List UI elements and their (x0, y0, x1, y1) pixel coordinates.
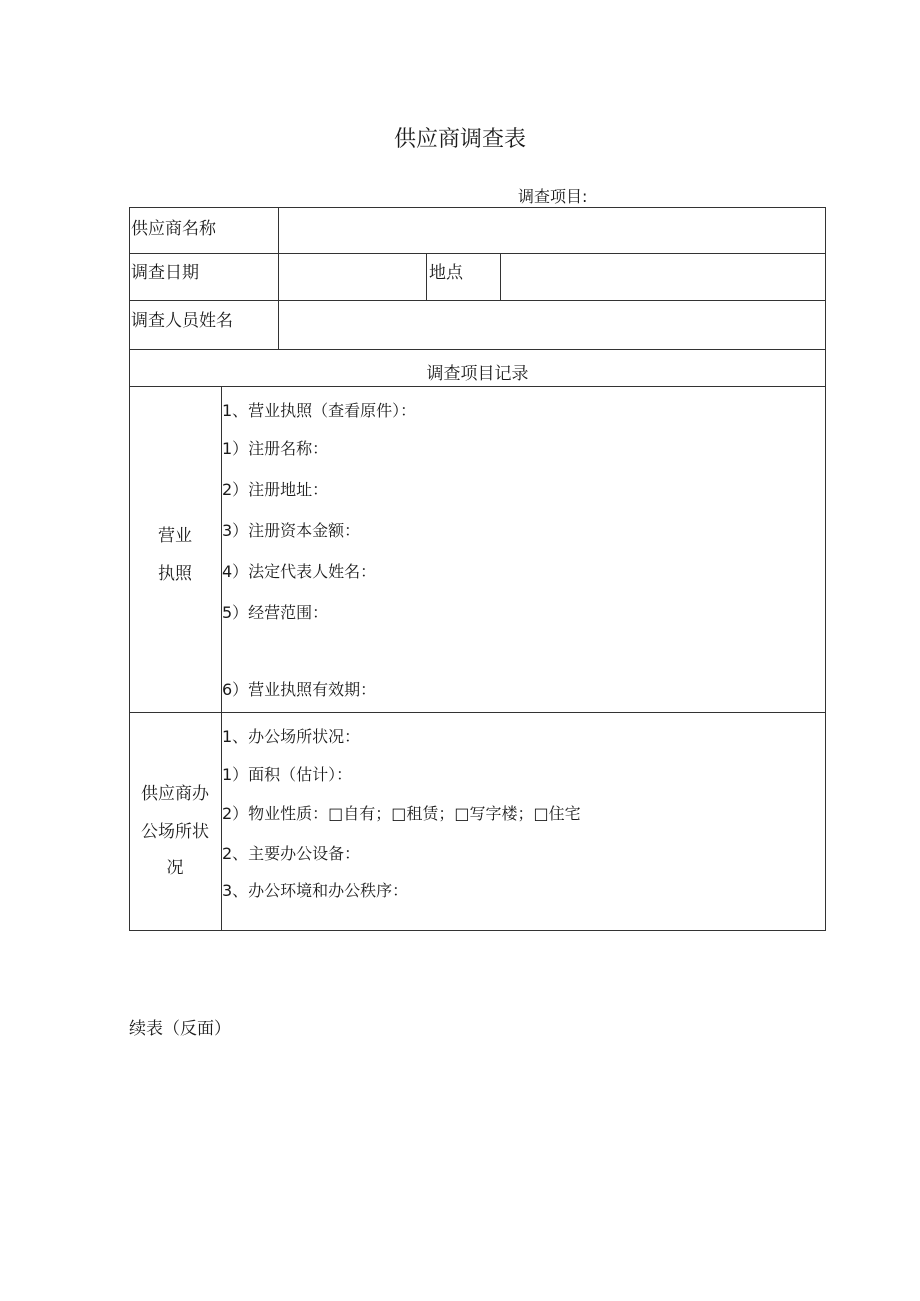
survey-date-field[interactable] (279, 254, 426, 300)
license-section-label: 营业 (158, 526, 192, 546)
surveyor-name-label: 调查人员姓名 (131, 311, 233, 331)
survey-form-table (129, 207, 826, 931)
supplier-name-label: 供应商名称 (131, 219, 216, 239)
license-item: 5）经营范围： (222, 603, 329, 622)
license-section-label-line2: 执照 (158, 564, 192, 584)
form-title: 供应商调查表 (393, 127, 526, 152)
license-item: 4）法定代表人姓名： (222, 562, 377, 581)
license-item: 2）注册地址： (222, 480, 329, 499)
office-item: 1、办公场所状况： (222, 727, 361, 746)
office-item: 2、主要办公设备： (222, 844, 361, 863)
office-item: 1）面积（估计）： (222, 765, 353, 784)
survey-project-label: 调查项目: (518, 187, 588, 206)
license-item: 3）注册资本金额： (222, 521, 361, 540)
office-section-label-line2: 公场所状 (141, 822, 209, 842)
location-label: 地点 (429, 263, 463, 283)
office-property-options: 2）物业性质：□自有；□租赁；□写字楼；□住宅 (222, 804, 581, 823)
license-item: 6）营业执照有效期： (222, 680, 377, 699)
surveyor-name-field[interactable] (279, 301, 825, 349)
survey-date-label: 调查日期 (131, 263, 199, 283)
record-header: 调查项目记录 (426, 364, 529, 384)
license-item: 1）注册名称： (222, 439, 329, 458)
license-item: 1、营业执照（查看原件）： (222, 401, 417, 420)
office-section-label-line3: 况 (166, 858, 184, 878)
location-field[interactable] (501, 254, 825, 300)
office-item: 3、办公环境和办公秩序： (222, 881, 409, 900)
continued-note: 续表（反面） (129, 1019, 231, 1039)
supplier-name-field[interactable] (279, 207, 825, 253)
office-section-label: 供应商办 (141, 784, 209, 804)
